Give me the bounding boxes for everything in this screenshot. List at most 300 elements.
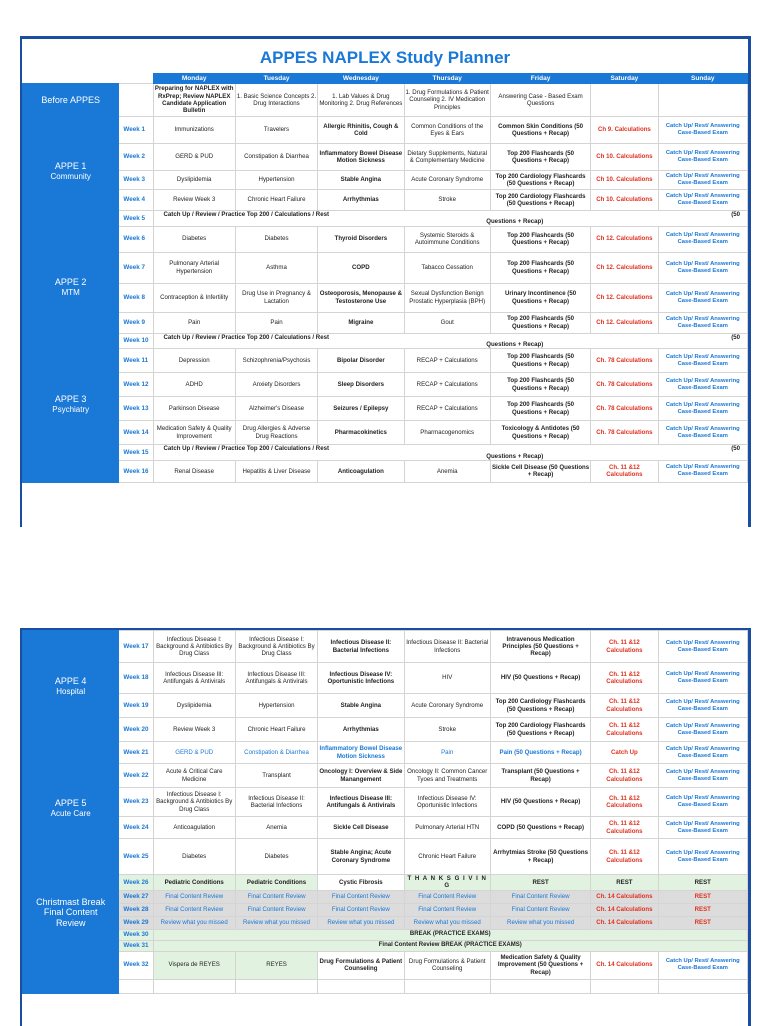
plan-cell: Stroke xyxy=(404,190,490,211)
table-row xyxy=(23,445,748,461)
plan-cell: REYES xyxy=(235,951,317,979)
planner-page-2 xyxy=(20,628,751,1026)
plan-cell: Dietary Supplements, Natural & Complementary Medicine xyxy=(404,144,490,171)
section-title: APPE 3 xyxy=(54,394,87,405)
table-row xyxy=(23,929,748,940)
table-row xyxy=(23,742,748,764)
table-row xyxy=(23,694,748,718)
plan-cell: Preparing for NAPLEX with RxPrep; Review NAPLEX Candidate Application Bulletin xyxy=(153,84,235,117)
plan-cell: Anticoagulation xyxy=(318,460,404,482)
week-label: Week 13 xyxy=(119,397,153,421)
table-row xyxy=(23,144,748,171)
table-row xyxy=(23,718,748,742)
plan-cell: Final Content Review xyxy=(153,903,235,916)
plan-cell xyxy=(153,979,235,993)
table-row xyxy=(23,903,748,916)
plan-cell: RECAP + Calculations xyxy=(404,397,490,421)
plan-cell: HIV (50 Questions + Recap) xyxy=(490,788,590,817)
plan-cell: Drug Use in Pregnancy & Lactation xyxy=(235,283,317,312)
plan-cell xyxy=(591,84,658,117)
plan-cell xyxy=(318,979,404,993)
plan-cell: Infectious Disease II: Bacterial Infections xyxy=(404,631,490,663)
plan-cell: Ch. 78 Calculations xyxy=(591,373,658,397)
week-label: Week 3 xyxy=(119,171,153,190)
plan-cell: Final Content Review xyxy=(490,890,590,903)
table-row xyxy=(23,349,748,373)
plan-cell: Drug Formulations & Patient Counseling xyxy=(404,951,490,979)
plan-cell: Infectious Disease II: Bacterial Infections xyxy=(235,788,317,817)
plan-cell: Urinary Incontinence (50 Questions + Recap) xyxy=(490,283,590,312)
day-header: Saturday xyxy=(591,74,658,84)
plan-cell: Tabacco Cessation xyxy=(404,252,490,283)
table-row xyxy=(23,839,748,875)
table-row xyxy=(23,979,748,993)
plan-cell: Ch 12. Calculations xyxy=(591,312,658,333)
week-label: Week 4 xyxy=(119,190,153,211)
plan-cell: Drug Formulations & Patient Counseling xyxy=(318,951,404,979)
plan-cell: REST xyxy=(658,890,747,903)
plan-cell: Sexual Dysfunction Benign Prostatic Hyperplasia (BPH) xyxy=(404,283,490,312)
week-label: Week 32 xyxy=(119,951,153,979)
plan-cell: Diabetes xyxy=(153,839,235,875)
plan-cell: Final Content Review xyxy=(404,890,490,903)
plan-cell: Top 200 Flashcards (50 Questions + Recap) xyxy=(490,144,590,171)
table-row xyxy=(23,460,748,482)
table-row xyxy=(23,940,748,951)
week-label: Week 21 xyxy=(119,742,153,764)
plan-cell: Catch Up/ Rest/ Answering Case-Based Exam xyxy=(658,742,747,764)
section-label xyxy=(23,349,119,461)
plan-cell: Schizophrenia/Psychosis xyxy=(235,349,317,373)
week-label: Week 22 xyxy=(119,764,153,788)
section-label xyxy=(23,117,119,227)
plan-cell: Answering Case - Based Exam Questions xyxy=(490,84,590,117)
plan-cell: RECAP + Calculations xyxy=(404,349,490,373)
plan-cell: Hepatitis & Liver Disease xyxy=(235,460,317,482)
plan-cell: Gout xyxy=(404,312,490,333)
week-label: Week 16 xyxy=(119,460,153,482)
plan-cell: Catch Up xyxy=(591,742,658,764)
plan-cell: Acute Coronary Syndrome xyxy=(404,171,490,190)
section-label xyxy=(23,951,119,979)
plan-cell: Parkinson Disease xyxy=(153,397,235,421)
plan-cell: Common Conditions of the Eyes & Ears xyxy=(404,117,490,144)
week-label: Week 27 xyxy=(119,890,153,903)
plan-cell: Stable Angina xyxy=(318,694,404,718)
review-week-questions: Questions + Recap) xyxy=(486,218,544,226)
plan-cell: Constipation & Diarrhea xyxy=(235,144,317,171)
week-label: Week 31 xyxy=(119,940,153,951)
plan-cell: Catch Up/ Rest/ Answering Case-Based Exam xyxy=(658,460,747,482)
table-row xyxy=(23,875,748,891)
day-header: Wednesday xyxy=(318,74,404,84)
plan-cell: Sickle Cell Disease xyxy=(318,817,404,839)
plan-cell: Catch Up/ Rest/ Answering Case-Based Exam xyxy=(658,312,747,333)
section-title: APPE 1 xyxy=(54,161,87,172)
section-subtitle: MTM xyxy=(61,288,80,298)
week-label: Week 19 xyxy=(119,694,153,718)
plan-cell: Oncology I: Overview & Side Manangement xyxy=(318,764,404,788)
plan-cell: Bipolar Disorder xyxy=(318,349,404,373)
plan-cell: HIV (50 Questions + Recap) xyxy=(490,663,590,694)
table-row xyxy=(23,373,748,397)
week-label: Week 9 xyxy=(119,312,153,333)
section-label xyxy=(23,226,119,349)
plan-cell: Top 200 Cardiology Flashcards (50 Questions + Recap) xyxy=(490,694,590,718)
plan-cell: Top 200 Flashcards (50 Questions + Recap) xyxy=(490,397,590,421)
plan-cell: Dyslipidemia xyxy=(153,694,235,718)
plan-cell: Dyslipidemia xyxy=(153,171,235,190)
plan-cell: Diabetes xyxy=(235,226,317,252)
review-week-count: (50 xyxy=(731,211,740,218)
plan-cell: Pain (50 Questions + Recap) xyxy=(490,742,590,764)
plan-cell: Final Content Review xyxy=(318,903,404,916)
plan-cell: Inflammatory Bowel Disease Motion Sickness xyxy=(318,742,404,764)
plan-cell xyxy=(658,979,747,993)
plan-cell: Infectious Disease II: Bacterial Infections xyxy=(318,631,404,663)
plan-cell: Review what you missed xyxy=(235,916,317,929)
plan-cell: Chronic Heart Failure xyxy=(235,718,317,742)
plan-cell: 1. Lab Values & Drug Monitoring 2. Drug References xyxy=(318,84,404,117)
plan-cell: Medication Safety & Quality Improvement (50 Questions + Recap) xyxy=(490,951,590,979)
plan-cell: Pain xyxy=(235,312,317,333)
plan-cell: GERD & PUD xyxy=(153,144,235,171)
review-week-text: Catch Up / Review / Practice Top 200 / Calculations / Rest xyxy=(163,333,330,341)
plan-cell: Ch. 11 &12 Calculations xyxy=(591,694,658,718)
section-title: APPE 2 xyxy=(54,277,87,288)
plan-cell: Common Skin Conditions (50 Questions + Recap) xyxy=(490,117,590,144)
table-row xyxy=(23,663,748,694)
plan-cell: Catch Up/ Rest/ Answering Case-Based Exam xyxy=(658,226,747,252)
plan-cell: Top 200 Cardiology Flashcards (50 Questions + Recap) xyxy=(490,190,590,211)
plan-cell: Ch. 11 &12 Calculations xyxy=(591,718,658,742)
section-label xyxy=(23,631,119,742)
plan-cell: Ch. 14 Calculations xyxy=(591,903,658,916)
plan-cell: REST xyxy=(658,875,747,891)
plan-cell: Catch Up/ Rest/ Answering Case-Based Exam xyxy=(658,373,747,397)
review-week-questions: Questions + Recap) xyxy=(486,452,544,460)
plan-cell: Anxiety Disorders xyxy=(235,373,317,397)
plan-cell: T H A N K S G I V I N G xyxy=(404,875,490,891)
table-row xyxy=(23,252,748,283)
plan-cell: Acute Coronary Syndrome xyxy=(404,694,490,718)
plan-cell: Depression xyxy=(153,349,235,373)
review-week-count: (50 xyxy=(731,445,740,453)
plan-cell: GERD & PUD xyxy=(153,742,235,764)
day-header: Friday xyxy=(490,74,590,84)
plan-cell: Pediatric Conditions xyxy=(153,875,235,891)
review-week-count: (50 xyxy=(731,333,740,341)
plan-cell: Pediatric Conditions xyxy=(235,875,317,891)
break-cell: BREAK (PRACTICE EXAMS) xyxy=(153,929,747,940)
week-label: Week 14 xyxy=(119,421,153,445)
plan-cell xyxy=(658,84,747,117)
plan-cell: Travelers xyxy=(235,117,317,144)
plan-cell: Hypertension xyxy=(235,694,317,718)
week-label: Week 17 xyxy=(119,631,153,663)
plan-cell: Catch Up/ Rest/ Answering Case-Based Exam xyxy=(658,839,747,875)
week-label: Week 15 xyxy=(119,445,153,461)
plan-cell: Ch. 11 &12 Calculations xyxy=(591,460,658,482)
plan-cell: Ch 12. Calculations xyxy=(591,252,658,283)
plan-cell: Ch 12. Calculations xyxy=(591,283,658,312)
plan-cell: Anemia xyxy=(404,460,490,482)
break-cell: Final Content Review BREAK (PRACTICE EXAMS) xyxy=(153,940,747,951)
table-row xyxy=(23,764,748,788)
plan-cell: REST xyxy=(490,875,590,891)
plan-cell xyxy=(591,979,658,993)
plan-cell: Asthma xyxy=(235,252,317,283)
week-label: Week 26 xyxy=(119,875,153,891)
plan-cell: Renal Disease xyxy=(153,460,235,482)
plan-cell: Pulmonary Arterial Hypertension xyxy=(153,252,235,283)
section-label: Christmast Break Final Content Review xyxy=(23,875,119,952)
plan-cell: Ch. 78 Calculations xyxy=(591,349,658,373)
table-row xyxy=(23,817,748,839)
plan-cell: Sleep Disorders xyxy=(318,373,404,397)
section-label xyxy=(23,460,119,482)
plan-cell: Final Content Review xyxy=(153,890,235,903)
table-row xyxy=(23,171,748,190)
plan-cell: Inflammatory Bowel Disease Motion Sickness xyxy=(318,144,404,171)
day-header: Thursday xyxy=(404,74,490,84)
plan-cell: Ch. 14 Calculations xyxy=(591,951,658,979)
week-label: Week 23 xyxy=(119,788,153,817)
week-label: Week 8 xyxy=(119,283,153,312)
plan-cell: COPD xyxy=(318,252,404,283)
plan-cell: Ch. 11 &12 Calculations xyxy=(591,764,658,788)
plan-cell: Transplant (50 Questions + Recap) xyxy=(490,764,590,788)
section-title: APPE 5 xyxy=(54,797,87,808)
plan-cell: Catch Up/ Rest/ Answering Case-Based Exam xyxy=(658,788,747,817)
plan-cell: HIV xyxy=(404,663,490,694)
plan-cell: Vispera de REYES xyxy=(153,951,235,979)
week-label: Week 10 xyxy=(119,333,153,349)
plan-cell: COPD (50 Questions + Recap) xyxy=(490,817,590,839)
plan-cell: Pain xyxy=(404,742,490,764)
plan-cell: Ch 10. Calculations xyxy=(591,144,658,171)
section-subtitle: Hospital xyxy=(56,686,86,696)
plan-cell: Chronic Heart Failure xyxy=(235,190,317,211)
plan-cell: Pulmonary Arterial HTN xyxy=(404,817,490,839)
plan-cell: Diabetes xyxy=(153,226,235,252)
plan-cell: Top 200 Flashcards (50 Questions + Recap) xyxy=(490,312,590,333)
planner-page-1 xyxy=(20,36,751,527)
plan-cell: Alzheimer's Disease xyxy=(235,397,317,421)
week-label: Week 18 xyxy=(119,663,153,694)
section-subtitle: Community xyxy=(50,171,91,181)
plan-cell: Arrhythmias xyxy=(318,190,404,211)
week-label: Week 25 xyxy=(119,839,153,875)
plan-cell: Final Content Review xyxy=(490,903,590,916)
plan-cell: Acute & Critical Care Medicine xyxy=(153,764,235,788)
week-label: Week 28 xyxy=(119,903,153,916)
page-title: APPES NAPLEX Study Planner xyxy=(259,47,511,67)
plan-cell: Final Content Review xyxy=(404,903,490,916)
plan-cell: Final Content Review xyxy=(235,890,317,903)
plan-cell: Stable Angina; Acute Coronary Syndrome xyxy=(318,839,404,875)
section-label xyxy=(23,742,119,875)
table-row xyxy=(23,190,748,211)
plan-cell: Catch Up/ Rest/ Answering Case-Based Exam xyxy=(658,663,747,694)
plan-cell: REST xyxy=(658,903,747,916)
plan-cell: Ch 9. Calculations xyxy=(591,117,658,144)
week-label: Week 20 xyxy=(119,718,153,742)
plan-cell: ADHD xyxy=(153,373,235,397)
section-label: Before APPES xyxy=(23,84,119,117)
review-week-text: Catch Up / Review / Practice Top 200 / Calculations / Rest xyxy=(163,445,330,453)
plan-cell: Ch. 11 &12 Calculations xyxy=(591,663,658,694)
table-row xyxy=(23,916,748,929)
table-row xyxy=(23,333,748,349)
review-week-cell xyxy=(153,333,747,349)
plan-cell: 1. Drug Formulations & Patient Counseling 2. IV Medication Principles xyxy=(404,84,490,117)
table-row xyxy=(23,117,748,144)
week-label: Week 7 xyxy=(119,252,153,283)
plan-cell: Catch Up/ Rest/ Answering Case-Based Exam xyxy=(658,144,747,171)
plan-cell: Catch Up/ Rest/ Answering Case-Based Exam xyxy=(658,397,747,421)
plan-cell: Diabetes xyxy=(235,839,317,875)
plan-cell: Review what you missed xyxy=(404,916,490,929)
plan-cell: Ch. 11 &12 Calculations xyxy=(591,631,658,663)
review-week-cell xyxy=(153,445,747,461)
section-label xyxy=(23,979,119,993)
plan-cell: Immunizations xyxy=(153,117,235,144)
plan-cell: Catch Up/ Rest/ Answering Case-Based Exam xyxy=(658,252,747,283)
day-header: Monday xyxy=(153,74,235,84)
day-header: Tuesday xyxy=(235,74,317,84)
plan-cell: Ch. 11 &12 Calculations xyxy=(591,817,658,839)
plan-cell: Top 200 Cardiology Flashcards (50 Questions + Recap) xyxy=(490,718,590,742)
plan-cell: Oncology II: Common Cancer Tyoes and Treatments xyxy=(404,764,490,788)
plan-cell: Contraception & Infertility xyxy=(153,283,235,312)
plan-cell: Review what you missed xyxy=(318,916,404,929)
week-label: Week 12 xyxy=(119,373,153,397)
plan-cell: Catch Up/ Rest/ Answering Case-Based Exam xyxy=(658,764,747,788)
plan-cell: Ch 12. Calculations xyxy=(591,226,658,252)
plan-cell: Ch 10. Calculations xyxy=(591,190,658,211)
plan-cell: Infectious Disease IV: Oportunistic Infections xyxy=(318,663,404,694)
plan-cell: Osteoporosis, Menopause & Testosterone Use xyxy=(318,283,404,312)
table-row xyxy=(23,211,748,227)
plan-cell: Stable Angina xyxy=(318,171,404,190)
plan-cell: Systemic Steroids & Autoimmune Conditions xyxy=(404,226,490,252)
week-label: Week 6 xyxy=(119,226,153,252)
day-header-row xyxy=(23,74,748,84)
plan-cell: Catch Up/ Rest/ Answering Case-Based Exam xyxy=(658,718,747,742)
plan-cell: Anticoagulation xyxy=(153,817,235,839)
plan-cell: Top 200 Flashcards (50 Questions + Recap) xyxy=(490,349,590,373)
plan-cell: Ch. 11 &12 Calculations xyxy=(591,788,658,817)
planner-table-1 xyxy=(22,39,748,483)
plan-cell: Top 200 Flashcards (50 Questions + Recap) xyxy=(490,373,590,397)
plan-cell: Migraine xyxy=(318,312,404,333)
plan-cell: Top 200 Flashcards (50 Questions + Recap) xyxy=(490,226,590,252)
section-subtitle: Acute Care xyxy=(50,808,91,818)
table-row xyxy=(23,631,748,663)
plan-cell: Infectious Disease IV: Oportunistic Infections xyxy=(404,788,490,817)
plan-cell xyxy=(235,979,317,993)
section-title: APPE 4 xyxy=(54,675,87,686)
week-label: Week 11 xyxy=(119,349,153,373)
planner-table-2 xyxy=(22,630,748,994)
week-label: Week 29 xyxy=(119,916,153,929)
plan-cell: Ch. 14 Calculations xyxy=(591,916,658,929)
plan-cell: Ch 10. Calculations xyxy=(591,171,658,190)
plan-cell: Final Content Review xyxy=(318,890,404,903)
plan-cell: Top 200 Cardiology Flashcards (50 Questions + Recap) xyxy=(490,171,590,190)
week-label: Week 5 xyxy=(119,211,153,227)
review-week-questions: Questions + Recap) xyxy=(486,340,544,348)
table-row xyxy=(23,788,748,817)
plan-cell: Infectious Disease I: Background & Antibiotics By Drug Class xyxy=(235,631,317,663)
table-row xyxy=(23,397,748,421)
section-subtitle: Psychiatry xyxy=(52,405,90,415)
plan-cell: RECAP + Calculations xyxy=(404,373,490,397)
review-week-text: Catch Up / Review / Practice Top 200 / Calculations / Rest xyxy=(163,211,330,218)
before-appes-row xyxy=(23,84,748,117)
week-label: Week 24 xyxy=(119,817,153,839)
plan-cell: Infectious Disease I: Background & Antibiotics By Drug Class xyxy=(153,631,235,663)
plan-cell: Pain xyxy=(153,312,235,333)
plan-cell: Infectious Disease I: Background & Antibiotics By Drug Class xyxy=(153,788,235,817)
plan-cell: Hypertension xyxy=(235,171,317,190)
plan-cell: Catch Up/ Rest/ Answering Case-Based Exam xyxy=(658,421,747,445)
plan-cell: Drug Allergies & Adverse Drug Reactions xyxy=(235,421,317,445)
plan-cell: Pharmacokinetics xyxy=(318,421,404,445)
plan-cell: Pharmacogenomics xyxy=(404,421,490,445)
plan-cell: Catch Up/ Rest/ Answering Case-Based Exam xyxy=(658,190,747,211)
plan-cell: Catch Up/ Rest/ Answering Case-Based Exam xyxy=(658,283,747,312)
plan-cell: Infectious Disease III: Antifungals & Antivirals xyxy=(318,788,404,817)
plan-cell: Sickle Cell Disease (50 Questions + Recap) xyxy=(490,460,590,482)
plan-cell: Catch Up/ Rest/ Answering Case-Based Exam xyxy=(658,694,747,718)
plan-cell: REST xyxy=(591,875,658,891)
plan-cell: Transplant xyxy=(235,764,317,788)
table-row xyxy=(23,890,748,903)
plan-cell: Chronic Heart Failure xyxy=(404,839,490,875)
plan-cell: Constipation & Diarrhea xyxy=(235,742,317,764)
plan-cell: Intravenous Medication Principles (50 Questions + Recap) xyxy=(490,631,590,663)
plan-cell xyxy=(490,979,590,993)
plan-cell: Catch Up/ Rest/ Answering Case-Based Exam xyxy=(658,951,747,979)
plan-cell: Cystic Fibrosis xyxy=(318,875,404,891)
table-row xyxy=(23,421,748,445)
plan-cell: Medication Safety & Quality Improvement xyxy=(153,421,235,445)
plan-cell: Ch. 78 Calculations xyxy=(591,397,658,421)
plan-cell: Catch Up/ Rest/ Answering Case-Based Exam xyxy=(658,817,747,839)
table-row xyxy=(23,283,748,312)
plan-cell: Review Week 3 xyxy=(153,718,235,742)
week-label: Week 1 xyxy=(119,117,153,144)
plan-cell: Catch Up/ Rest/ Answering Case-Based Exam xyxy=(658,349,747,373)
plan-cell: Ch. 14 Calculations xyxy=(591,890,658,903)
table-row xyxy=(23,226,748,252)
week-label: Week 30 xyxy=(119,929,153,940)
plan-cell: Final Content Review xyxy=(235,903,317,916)
day-header: Sunday xyxy=(658,74,747,84)
table-row xyxy=(23,951,748,979)
plan-cell: Seizures / Epilepsy xyxy=(318,397,404,421)
review-week-cell xyxy=(153,211,747,227)
plan-cell: Review what you missed xyxy=(153,916,235,929)
plan-cell: Infectious Disease III: Antifungals & Antivirals xyxy=(153,663,235,694)
plan-cell: Toxicology & Antidotes (50 Questions + Recap) xyxy=(490,421,590,445)
week-label: Week 2 xyxy=(119,144,153,171)
plan-cell: Infectious Disease III: Antifungals & Antivirals xyxy=(235,663,317,694)
plan-cell xyxy=(404,979,490,993)
plan-cell: Arrhythmias xyxy=(318,718,404,742)
